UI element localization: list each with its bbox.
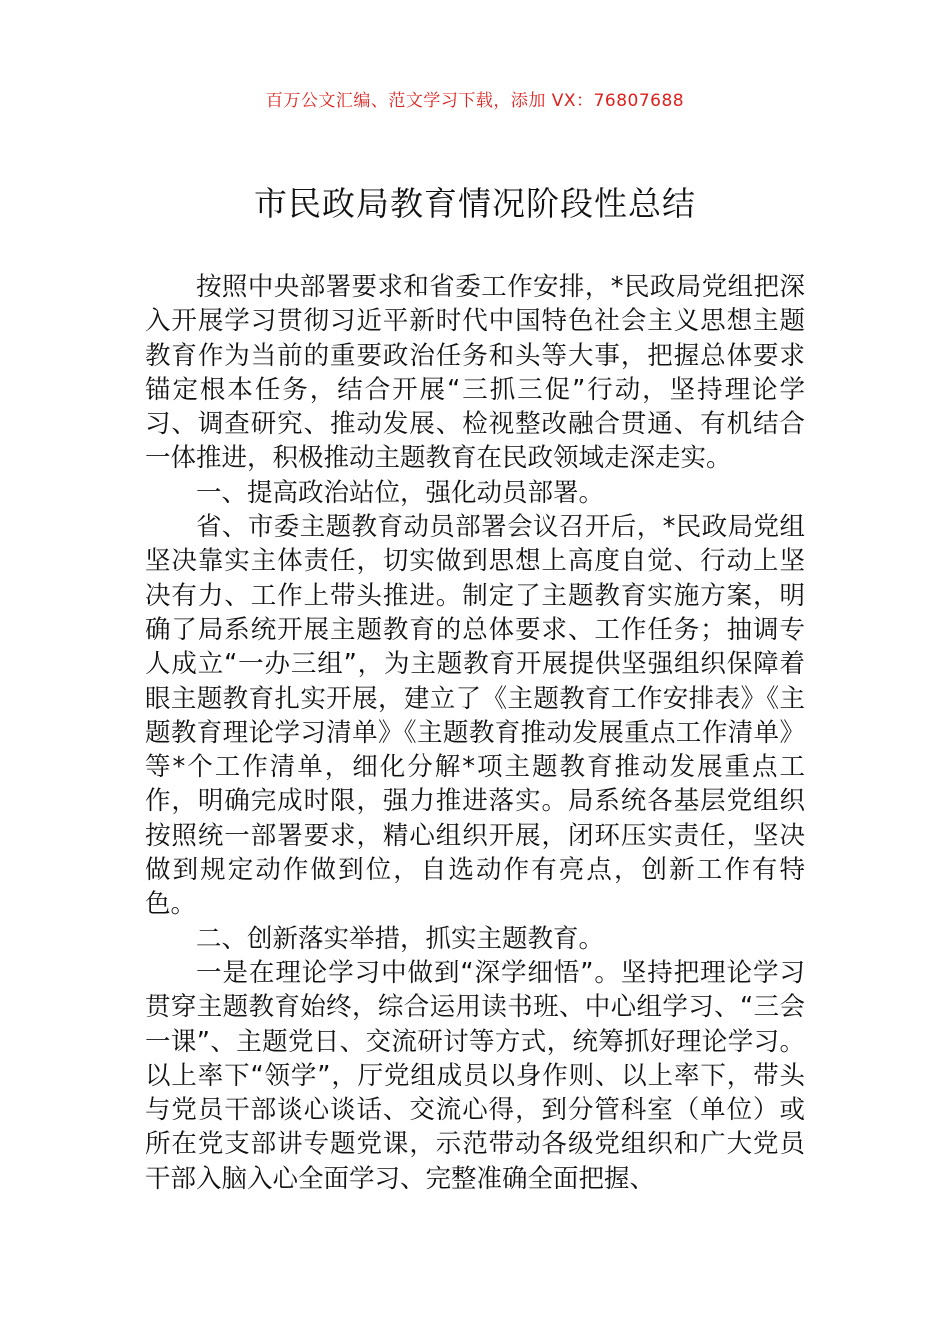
paragraph-intro: 按照中央部署要求和省委工作安排，*民政局党组把深入开展学习贯彻习近平新时代中国特色社会主义思想主题教育作为当前的重要政治任务和头等大事，把握总体要求锚定根本任务，结合开展“三抓三促”行动，坚持理论学习、调查研究、推动发展、检视整改融合贯通、有机结合一体推进，积极推动主题教育在民政领域走深走实。 <box>145 272 805 474</box>
document-title: 市民政局教育情况阶段性总结 <box>254 184 696 223</box>
section-heading-2: 二、创新落实举措，抓实主题教育。 <box>196 923 605 954</box>
paragraph-section-1: 省、市委主题教育动员部署会议召开后，*民政局党组坚决靠实主体责任，切实做到思想上高度自觉、行动上坚决有力、工作上带头推进。制定了主题教育实施方案，明确了局系统开展主题教育的总体要求、工作任务；抽调专人成立“一办三组”，为主题教育开展提供坚强组织保障着眼主题教育扎实开展，建立了《主题教育工作安排表》《主题教育理论学习清单》《主题教育推动发展重点工作清单》等*个工作清单，细化分解*项主题教育推动发展重点工作，明确完成时限，强力推进落实。局系统各基层党组织按照统一部署要求，精心组织开展，闭环压实责任，坚决做到规定动作做到位，自选动作有亮点，创新工作有特色。 <box>145 512 805 920</box>
document-body <box>145 270 805 1196</box>
section-heading-1: 一、提高政治站位，强化动员部署。 <box>196 477 605 508</box>
paragraph-section-2: 一是在理论学习中做到“深学细悟”。坚持把理论学习贯穿主题教育始终，综合运用读书班、中心组学习、“三会一课”、主题党日、交流研讨等方式，统筹抓好理论学习。以上率下“领学”，厅党组成员以身作则、以上率下，带头与党员干部谈心谈话、交流心得，到分管科室（单位）或所在党支部讲专题党课，示范带动各级党组织和广大党员干部入脑入心全面学习、完整准确全面把握、 <box>145 957 805 1194</box>
header-note: 百万公文汇编、范文学习下载，添加 VX：76807688 <box>265 91 685 111</box>
